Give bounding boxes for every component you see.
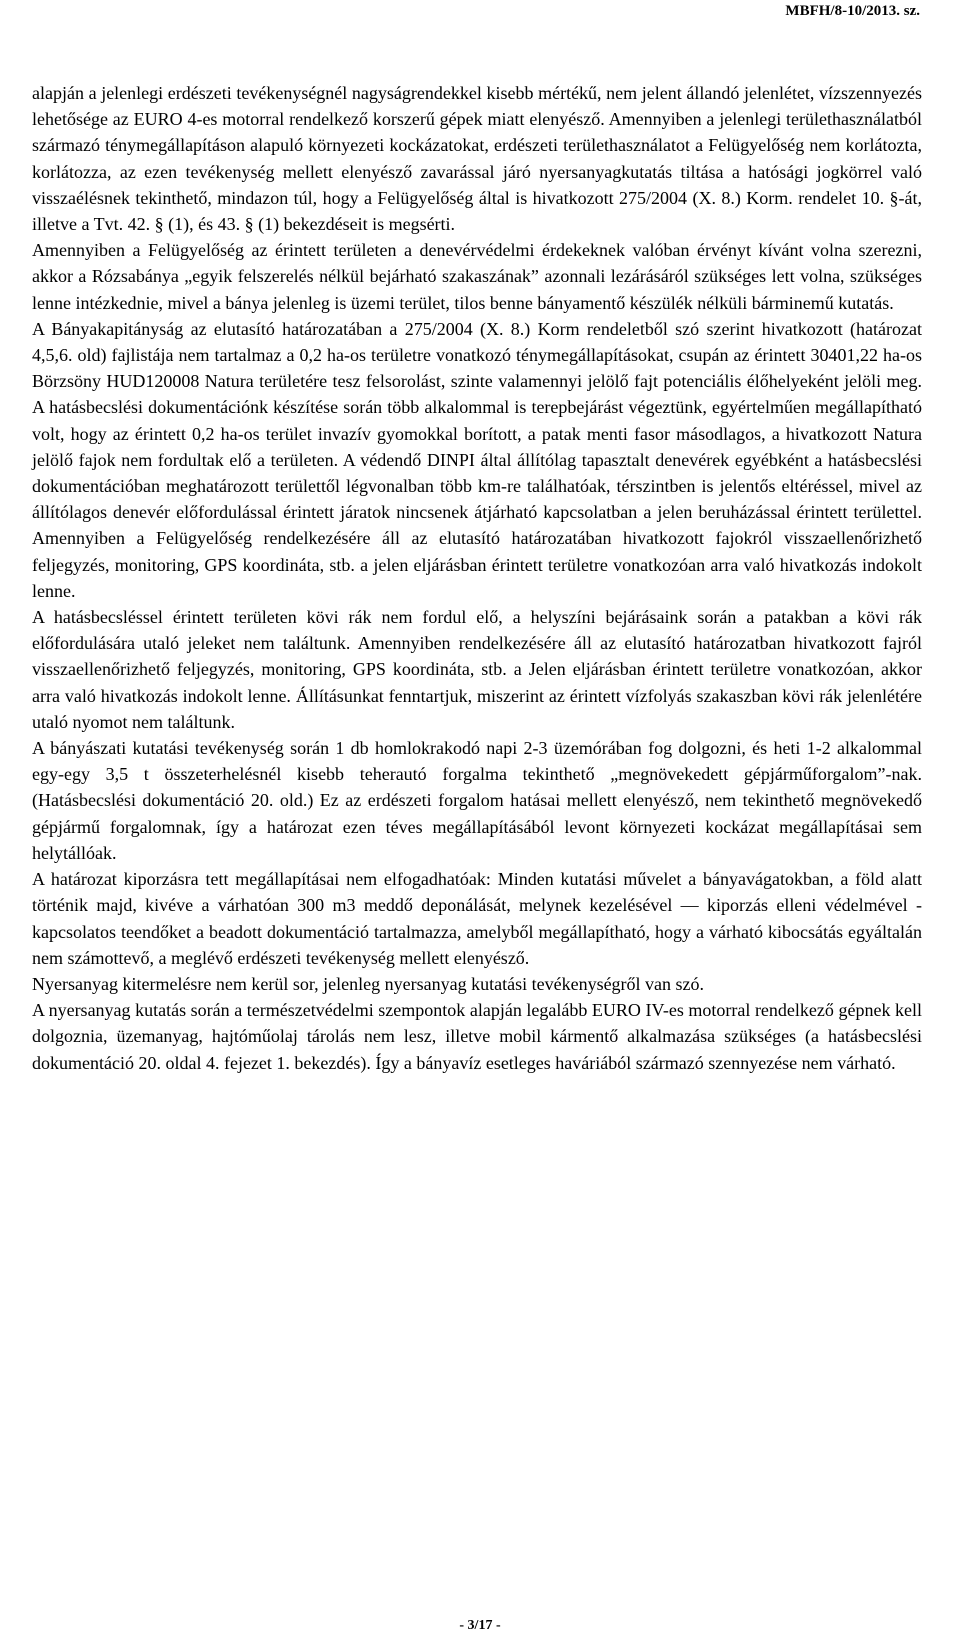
paragraph: A Bányakapitányság az elutasító határozatában a 275/2004 (X. 8.) Korm rendeletből szó szerint hivatkozott (határozat 4,5,6. old) fajlistája nem tartalmaz a 0,2 ha-os területre vonatkozó ténymegállapításokat, csupán az érintett 30401,22 ha-os Börzsöny HUD120008 Natura területére tesz felsorolást, szinte valamennyi jelölő fajt potenciális élőhelyeként jelöli meg. A hatásbecslési dokumentációnk készítése során több alkalommal is terepbejárást végeztünk, egyértelműen megállapítható volt, hogy az érintett 0,2 ha-os terület invazív gyomokkal borított, a patak menti fasor másodlagos, a hivatkozott Natura jelölő fajok nem fordultak elő a területen. A védendő DINPI által állítólag tapasztalt denevérek egyébként a hatásbecslési dokumentációban meghatározott területtől légvonalban több km-re találhatóak, térszintben is jelentős eltéréssel, mivel az állítólagos denevér előfordulással érintett járatok nincsenek átjárható kapcsolatban a jelen beruházással érintett területtel. Amennyiben a Felügyelőség rendelkezésére áll az elutasító határozatában hivatkozott fajokról visszaellenőrizhető feljegyzés, monitoring, GPS koordináta, stb. a jelen eljárásban érintett területre vonatkozóan arra való hivatkozás indokolt lenne. <box>32 318 922 601</box>
document-reference: MBFH/8-10/2013. sz. <box>785 3 920 19</box>
page-number: - 3/17 - <box>459 1618 501 1633</box>
paragraph: Amennyiben a Felügyelőség az érintett területen a denevérvédelmi érdekeknek valóban érvényt kívánt volna szerezni, akkor a Rózsabánya „egyik felszerelés nélkül bejárható szakaszának” azonnali lezárásáról szükséges lett volna, szükséges lenne intézkednie, mivel a bánya jelenleg is üzemi terület, tilos benne bányamentő készülék nélküli bárminemű kutatás. <box>32 240 922 313</box>
paragraph: A bányászati kutatási tevékenység során 1 db homlokrakodó napi 2-3 üzemórában fog dolgozni, és heti 1-2 alkalommal egy-egy 3,5 t összeterhelésnél kisebb teherautó forgalma tekinthető „megnövekedett gépjárműforgalom”-nak. (Hatásbecslési dokumentáció 20. old.) Ez az erdészeti forgalom hatásai mellett elenyésző, nem tekinthető megnövekedő gépjármű forgalomnak, így a határozat ezen téves megállapításából levont környezeti kockázat megállapításai sem helytállóak. <box>32 738 922 863</box>
paragraph: alapján a jelenlegi erdészeti tevékenységnél nagyságrendekkel kisebb mértékű, nem jelent állandó jelenlétet, vízszennyezés lehetősége az EURO 4-es motorral rendelkező korszerű gépek miatt elenyésző. Amennyiben a jelenlegi területhasználatból származó ténymegállapításon alapuló környezeti kockázatokat, erdészeti területhasználatot a Felügyelőség nem korlátozta, korlátozza, az ezen tevékenység mellett elenyésző zavarással járó nyersanyagkutatás tiltása a hatósági jogkörrel való visszaélésnek tekinthető, mindazon túl, hogy a Felügyelőség által is hivatkozott 275/2004 (X. 8.) Korm. rendelet 10. §-át, illetve a Tvt. 42. § (1), és 43. § (1) bekezdéseit is megsérti. <box>32 83 922 235</box>
body-text <box>32 80 922 1076</box>
paragraph: Nyersanyag kitermelésre nem kerül sor, jelenleg nyersanyag kutatási tevékenységről van szó. <box>32 973 705 994</box>
paragraph: A nyersanyag kutatás során a természetvédelmi szempontok alapján legalább EURO IV-es motorral rendelkező gépnek kell dolgoznia, üzemanyag, hajtóműolaj tárolás nem lesz, illetve mobil kármentő alkalmazása szükséges (a hatásbecslési dokumentáció 20. oldal 4. fejezet 1. bekezdés). Így a bányavíz esetleges haváriából származó szennyezése nem várható. <box>32 1000 922 1073</box>
paragraph: A határozat kiporzásra tett megállapításai nem elfogadhatóak: Minden kutatási művelet a bányavágatokban, a föld alatt történik majd, kivéve a várhatóan 300 m3 meddő deponálását, melynek kezelésével — kiporzás elleni védelmével - kapcsolatos teendőket a beadott dokumentáció tartalmazza, amelyből megállapítható, hogy a várható kibocsátás egyáltalán nem számottevő, a meglévő erdészeti tevékenység mellett elenyésző. <box>32 869 922 968</box>
paragraph: A hatásbecsléssel érintett területen kövi rák nem fordul elő, a helyszíni bejárásaink során a patakban a kövi rák előfordulására utaló jeleket nem találtunk. Amennyiben rendelkezésére áll az elutasító határozatban hivatkozott fajról visszaellenőrizhető feljegyzés, monitoring, GPS koordináta, stb. a Jelen eljárásban érintett területre vonatkozóan, akkor arra való hivatkozás indokolt lenne. Állításunkat fenntartjuk, miszerint az érintett vízfolyás szakaszban kövi rák jelenlétére utaló nyomot nem találtunk. <box>32 607 922 732</box>
